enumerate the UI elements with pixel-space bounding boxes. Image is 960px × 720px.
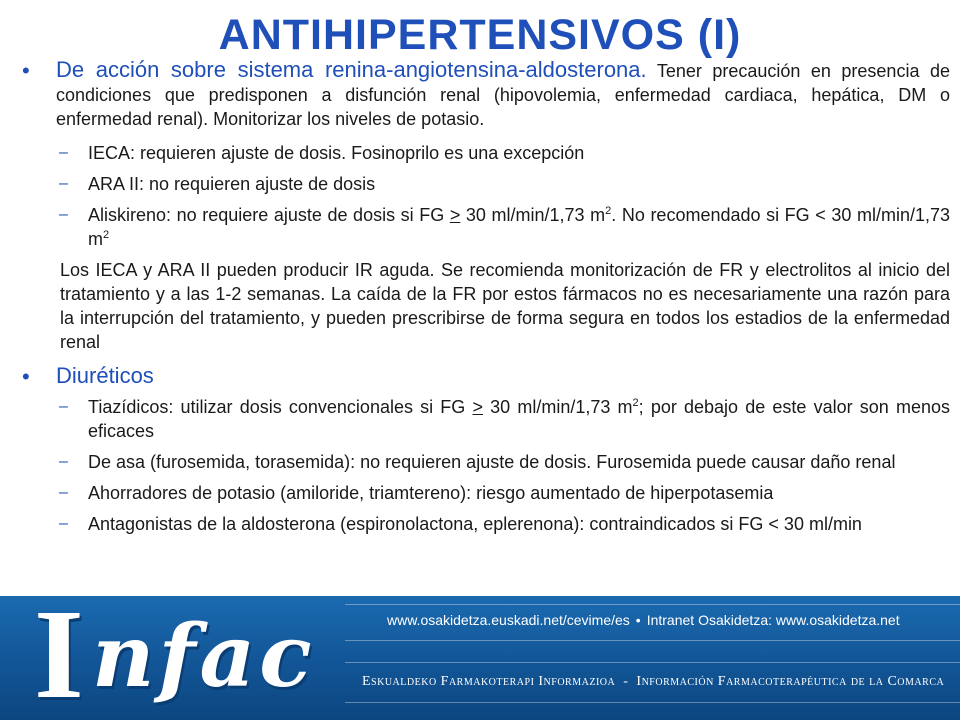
bullet-raas: [22, 58, 950, 131]
bullet-diureticos: [22, 364, 950, 389]
superscript: 2: [605, 205, 612, 217]
ieca-ara-paragraph: Los IECA y ARA II pueden producir IR aguda. Se recomienda monitorización de FR y electrolitos al inicio del tratamiento y a las 1-2 semanas. La caída de la FR por estos fármacos no es necesariamente una razón para la interrupción del tratamiento, y pueden prescribirse de forma segura en todos los estadios de la enfermedad renal: [60, 260, 950, 352]
list-item-antagonistas: [22, 512, 950, 536]
tiazidicos-text-2: 30 ml/min/1,73 m: [482, 397, 633, 417]
page-title: ANTIHIPERTENSIVOS (I): [218, 11, 742, 59]
footer-banner: [0, 596, 960, 720]
list-item-aliskireno: [22, 203, 950, 251]
footer-urls: [387, 612, 900, 628]
list-item-tiazidicos: [22, 395, 950, 443]
aliskireno-text-3: . No recomendado si FG < 30 ml/min/1,73 m: [88, 205, 950, 249]
dash-icon: –: [59, 484, 68, 501]
dash-icon: –: [59, 144, 68, 161]
list-item-text: ARA II: no requieren ajuste de dosis: [88, 174, 376, 194]
list-item-ahorradores: [22, 481, 950, 505]
dash-icon: –: [59, 453, 68, 470]
separator: •: [635, 612, 641, 628]
subtitle-basque: Eskualdeko Farmakoterapi Informazioa: [362, 674, 616, 689]
list-item-text: Ahorradores de potasio (amiloride, triamtereno): riesgo aumentado de hiperpotasemia: [88, 483, 774, 503]
subtitle-spanish: Información Farmacoterapéutica de la Comarca: [636, 674, 945, 689]
cevime-link[interactable]: www.osakidetza.euskadi.net/cevime/es: [387, 612, 630, 628]
separator: -: [623, 674, 629, 689]
bullet-icon: •: [22, 364, 30, 389]
geq-symbol: >: [472, 397, 483, 417]
footer-subtitle: [362, 674, 944, 690]
slide-content: [22, 58, 950, 543]
footer-divider: [345, 640, 960, 641]
list-item-text: IECA: requieren ajuste de dosis. Fosinoprilo es una excepción: [88, 143, 585, 163]
raas-intro-text: Tener precaución en presencia de condiciones que predisponen a disfunción renal (hipovolemia, enfermedad cardiaca, hepática, DM o enfermedad renal). Monitorizar los niveles de potasio.: [56, 61, 950, 129]
section-heading-diureticos: Diuréticos: [56, 363, 154, 388]
list-item-ara: [22, 172, 950, 196]
superscript: 2: [103, 229, 110, 241]
footer-divider: [345, 604, 960, 605]
bullet-icon: •: [22, 58, 30, 83]
dash-icon: –: [59, 515, 68, 532]
aliskireno-text-2: 30 ml/min/1,73 m: [460, 205, 606, 225]
tiazidicos-text-1: Tiazídicos: utilizar dosis convencionales si FG: [88, 397, 473, 417]
list-item-text: Antagonistas de la aldosterona (espironolactona, eplerenona): contraindicados si FG < 30 ml/min: [88, 514, 862, 534]
footer-divider: [345, 662, 960, 663]
dash-icon: –: [59, 175, 68, 192]
intranet-link[interactable]: Intranet Osakidetza: www.osakidetza.net: [646, 612, 900, 628]
section-heading-raas: De acción sobre sistema renina-angiotensina-aldosterona.: [56, 57, 647, 82]
dash-icon: –: [59, 206, 68, 223]
list-item-ieca: [22, 141, 950, 165]
logo-initial: I: [34, 596, 84, 720]
aliskireno-text-1: Aliskireno: no requiere ajuste de dosis si FG: [88, 205, 450, 225]
logo-text: nfac: [92, 606, 316, 707]
dash-icon: –: [59, 398, 68, 415]
geq-symbol: >: [449, 205, 461, 225]
footer-divider: [345, 702, 960, 703]
superscript: 2: [632, 397, 639, 409]
tiazidicos-text-3: ; por debajo de este valor son menos eficaces: [88, 397, 950, 441]
list-item-text: De asa (furosemida, torasemida): no requieren ajuste de dosis. Furosemida puede causar daño renal: [88, 452, 896, 472]
list-item-de-asa: [22, 450, 950, 474]
